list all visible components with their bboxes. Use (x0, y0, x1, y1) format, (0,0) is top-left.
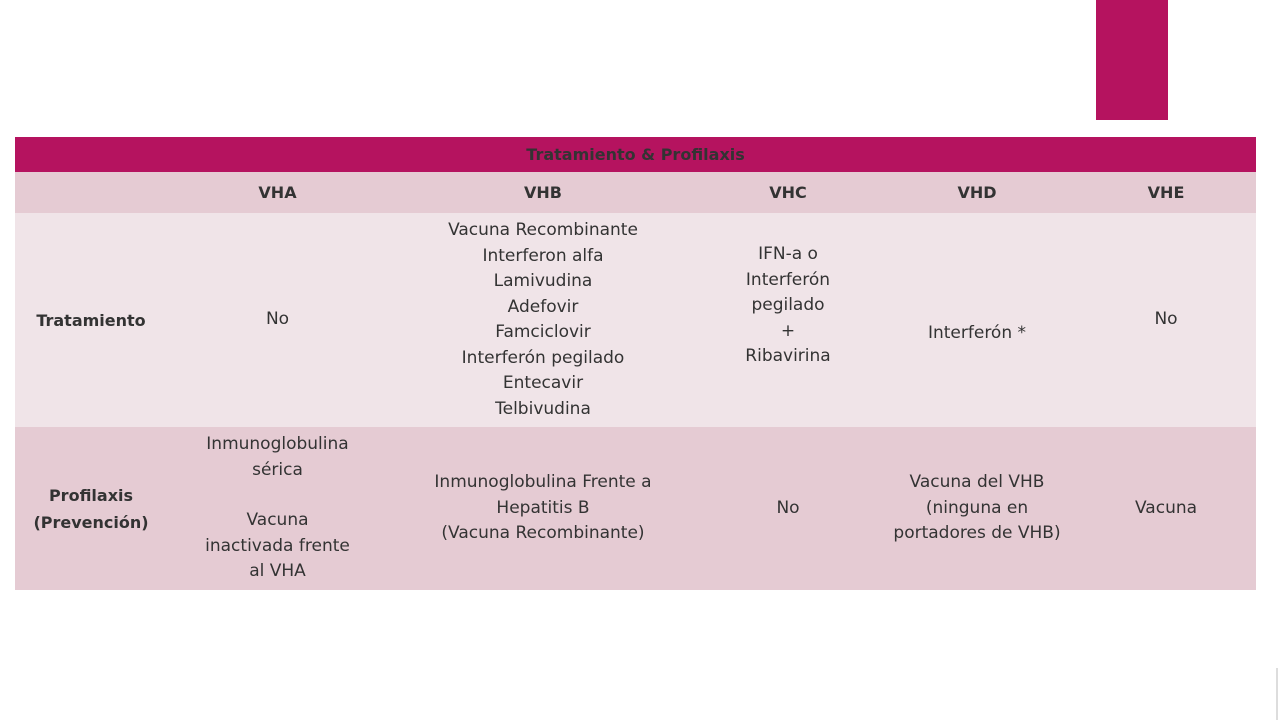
cell-line: Interferon alfa (482, 245, 604, 266)
row-label-line: (Prevención) (33, 512, 149, 532)
header-empty-cell (15, 172, 167, 213)
cell-line: Hepatitis B (496, 497, 590, 518)
cell-line: Adefovir (507, 296, 579, 317)
cell-line: sérica (252, 459, 303, 480)
profilaxis-vhd-cell (878, 427, 1076, 590)
accent-bar (1096, 0, 1168, 120)
cell-line: Inmunoglobulina Frente a (434, 472, 652, 493)
cell-spacer (173, 483, 382, 508)
header-vha: VHA (167, 172, 388, 213)
table-row-profilaxis (15, 427, 1256, 590)
header-vhb: VHB (388, 172, 698, 213)
cell-line: Vacuna Recombinante (448, 220, 638, 240)
vhc-treatment-block (704, 242, 872, 370)
tratamiento-vha-cell: No (167, 213, 388, 427)
profilaxis-vhb-cell (388, 427, 698, 590)
cell-line: (Vacuna Recombinante) (441, 523, 645, 544)
header-vhe: VHE (1076, 172, 1256, 213)
tratamiento-vhc-cell (698, 213, 878, 427)
table-header-row (15, 172, 1256, 213)
cell-line: Vacuna (246, 510, 309, 531)
profilaxis-vha-cell (167, 427, 388, 590)
row-label-tratamiento: Tratamiento (15, 213, 167, 427)
cell-line: Telbivudina (495, 398, 591, 419)
cell-line: Interferón * (927, 323, 1027, 344)
tratamiento-vhd-cell (878, 213, 1076, 427)
cell-line: al VHA (249, 561, 306, 582)
cell-line: portadores de VHB) (893, 523, 1061, 544)
cell-line: (ninguna en (925, 497, 1029, 518)
profilaxis-vhc-cell: No (698, 427, 878, 590)
row-label-line: Profilaxis (48, 485, 134, 505)
cell-line: Famciclovir (495, 322, 591, 342)
table-title: Tratamiento & Profilaxis (15, 137, 1256, 172)
cell-line: pegilado (751, 295, 825, 316)
edge-divider (1276, 668, 1278, 720)
cell-line: + (780, 320, 796, 341)
table-row-tratamiento (15, 213, 1256, 427)
header-vhc: VHC (698, 172, 878, 213)
cell-line: inactivada frente (205, 535, 350, 556)
cell-line: Lamivudina (493, 271, 593, 291)
cell-line: Interferón pegilado (461, 347, 625, 368)
table-title-row (15, 137, 1256, 172)
profilaxis-vhe-cell: Vacuna (1076, 427, 1256, 590)
cell-line: Vacuna del VHB (909, 472, 1045, 493)
row-label-profilaxis (15, 427, 167, 590)
cell-line: Interferón (745, 269, 831, 290)
cell-line: IFN-a o (758, 244, 818, 265)
tratamiento-vhe-cell: No (1076, 213, 1256, 427)
tratamiento-vhb-cell (388, 213, 698, 427)
header-vhd: VHD (878, 172, 1076, 213)
treatment-prophylaxis-table (15, 137, 1256, 590)
cell-line: Entecavir (502, 373, 584, 393)
cell-line: Inmunoglobulina (206, 434, 349, 455)
cell-line: Ribavirina (745, 346, 831, 367)
